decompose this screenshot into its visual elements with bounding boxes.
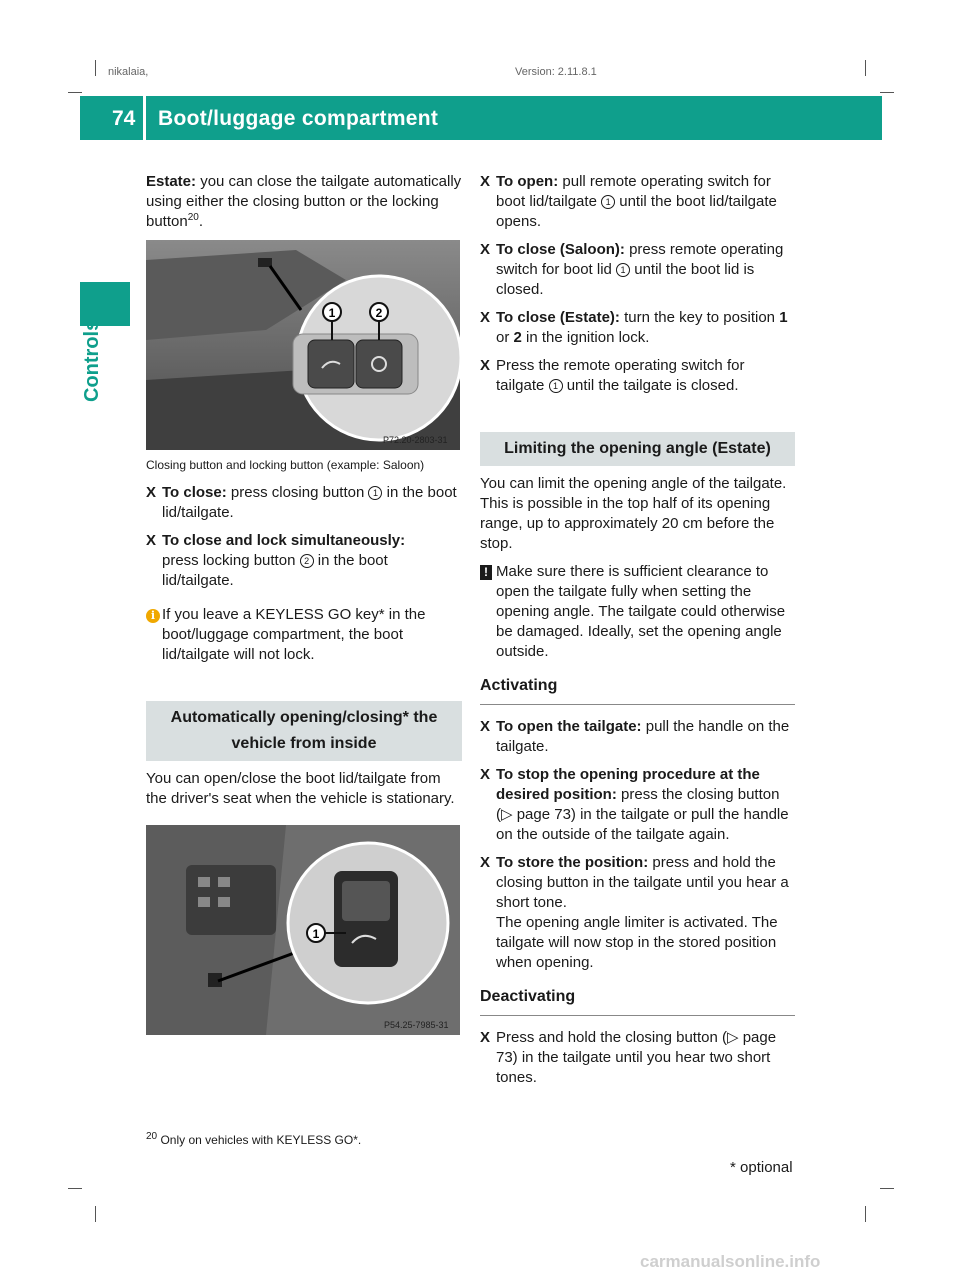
crop-mark (880, 1188, 894, 1189)
figure-caption: Closing button and locking button (example: Saloon) (146, 458, 425, 472)
callout-ref: 1 (368, 486, 382, 500)
section-heading-limiting: Limiting the opening angle (Estate) (480, 432, 795, 466)
step-marker: X (480, 357, 491, 374)
figure-boot-lid-buttons (146, 240, 460, 450)
estate-end: . (198, 213, 204, 230)
footnote-ref: 20 (187, 212, 199, 223)
crop-mark (865, 1206, 866, 1222)
step-text: until the tailgate is closed. (562, 377, 739, 394)
step-marker: X (480, 718, 491, 735)
callout-1: 1 (312, 927, 320, 941)
info-note (146, 605, 462, 665)
step-text: in the boot lid/tailgate. (162, 552, 388, 589)
callout-2: 2 (375, 306, 383, 320)
step-store-position (480, 853, 795, 973)
door-panel-illustration (146, 825, 460, 1035)
step-text: or (496, 329, 514, 346)
step-text: Press the remote operating switch for tailgate (496, 357, 745, 394)
step-close-estate (480, 308, 795, 348)
step-text: pull remote operating switch for boot lid/tailgate (496, 173, 771, 210)
step-label: To close: (162, 484, 227, 501)
step-text: in the boot lid/tailgate. (162, 484, 457, 521)
step-label: To store the position: (496, 854, 649, 871)
step-open-tailgate (480, 717, 795, 757)
step-text: press locking button (162, 552, 300, 569)
step-label: To stop the opening procedure at the desired position: (496, 766, 760, 803)
step-to-open (480, 172, 795, 232)
step-text: pull the handle on the tailgate. (496, 718, 790, 755)
warning-icon: ! (480, 565, 492, 580)
step-text: in the ignition lock. (521, 329, 650, 346)
header-separator (143, 96, 146, 140)
step-label: To close and lock simultaneously: (162, 532, 406, 549)
step-label: To open the tailgate: (496, 718, 642, 735)
callout-ref: 1 (616, 263, 630, 277)
step-marker: X (146, 532, 157, 549)
step-text: press and hold the closing button in the tailgate until you hear a short tone. (496, 854, 789, 911)
footnote-number: 20 (146, 1131, 158, 1142)
estate-label: Estate: (146, 173, 197, 190)
footnote (146, 1130, 361, 1150)
section-text: You can open/close the boot lid/tailgate from the driver's seat when the vehicle is stationary. (146, 770, 455, 807)
step-press-switch (480, 356, 795, 396)
step-text: Press and hold the closing button ( (496, 1029, 727, 1046)
subheading-deactivating: Deactivating (480, 987, 795, 1016)
step-stop-opening (480, 765, 795, 845)
section-heading-auto: Automatically opening/closing* the vehicle from inside (146, 701, 462, 761)
step-text: press the closing button ( (496, 786, 780, 823)
step-close-and-lock (146, 531, 462, 591)
step-close-saloon (480, 240, 795, 300)
step-marker: X (480, 1029, 491, 1046)
footnote-text: Only on vehicles with KEYLESS GO*. (157, 1133, 362, 1147)
page-ref-icon: ▷ (726, 1029, 739, 1046)
callout-ref: 1 (601, 195, 615, 209)
chapter-title: Boot/luggage compartment (158, 107, 439, 130)
step-marker: X (480, 241, 491, 258)
watermark: carmanualsonline.info (640, 1252, 821, 1271)
crop-mark (865, 60, 866, 76)
print-meta-left: nikalaia, (108, 66, 149, 78)
step-deactivate (480, 1028, 795, 1088)
step-label: To close (Saloon): (496, 241, 625, 258)
estate-text: you can close the tailgate automatically using either the closing button or the locking button (146, 173, 462, 230)
page-number: 74 (112, 107, 136, 130)
step-result: The opening angle limiter is activated. The tailgate will now stop in the stored position when opening. (496, 914, 778, 971)
section-text: You can limit the opening angle of the tailgate. This is possible in the top half of its opening range, up to approximately 20 cm before the stop. (480, 475, 787, 552)
step-text: until the boot lid/tailgate opens. (496, 193, 777, 230)
step-text: press closing button (226, 484, 369, 501)
figure-door-switch (146, 825, 460, 1035)
left-column (146, 172, 462, 1035)
figure-code: P72.20-2803-31 (383, 435, 448, 445)
crop-mark (68, 92, 82, 93)
step-marker: X (480, 309, 491, 326)
crop-mark (68, 1188, 82, 1189)
key-position: 1 (779, 309, 788, 326)
callout-1: 1 (328, 306, 336, 320)
step-marker: X (146, 484, 157, 501)
step-marker: X (480, 854, 491, 871)
key-position: 2 (513, 329, 522, 346)
optional-note: * optional (730, 1159, 793, 1176)
right-column (480, 172, 795, 1096)
figure-code: P54.25-7985-31 (384, 1020, 449, 1030)
step-marker: X (480, 173, 491, 190)
step-text: press remote operating switch for boot lid (496, 241, 784, 278)
crop-mark (880, 92, 894, 93)
step-label: To open: (496, 173, 559, 190)
page-ref-icon: ▷ (501, 806, 513, 823)
step-text: page 73) in the tailgate or pull the handle on the outside of the tailgate again. (496, 806, 789, 843)
callout-ref: 1 (549, 379, 563, 393)
print-meta-right: Version: 2.11.8.1 (515, 66, 597, 78)
subheading-activating: Activating (480, 676, 795, 705)
warning-text: Make sure there is sufficient clearance to open the tailgate fully when setting the opening angle. The tailgate could otherwise be damaged. Ideally, set the opening angle outside. (496, 563, 786, 660)
step-text: until the boot lid is closed. (496, 261, 755, 298)
crop-mark (95, 60, 96, 76)
step-text: page 73) in the tailgate until you hear two short tones. (496, 1029, 777, 1086)
boot-lid-illustration (146, 240, 460, 450)
callout-ref: 2 (300, 554, 314, 568)
step-to-close (146, 483, 462, 523)
step-marker: X (480, 766, 491, 783)
info-icon: i (146, 609, 160, 623)
info-text: If you leave a KEYLESS GO key* in the boot/luggage compartment, the boot lid/tailgate will not lock. (162, 606, 426, 663)
warning-note (480, 562, 795, 662)
step-text: turn the key to position (619, 309, 780, 326)
side-label: Controls (81, 319, 103, 402)
crop-mark (95, 1206, 96, 1222)
estate-paragraph (146, 172, 462, 232)
step-label: To close (Estate): (496, 309, 620, 326)
